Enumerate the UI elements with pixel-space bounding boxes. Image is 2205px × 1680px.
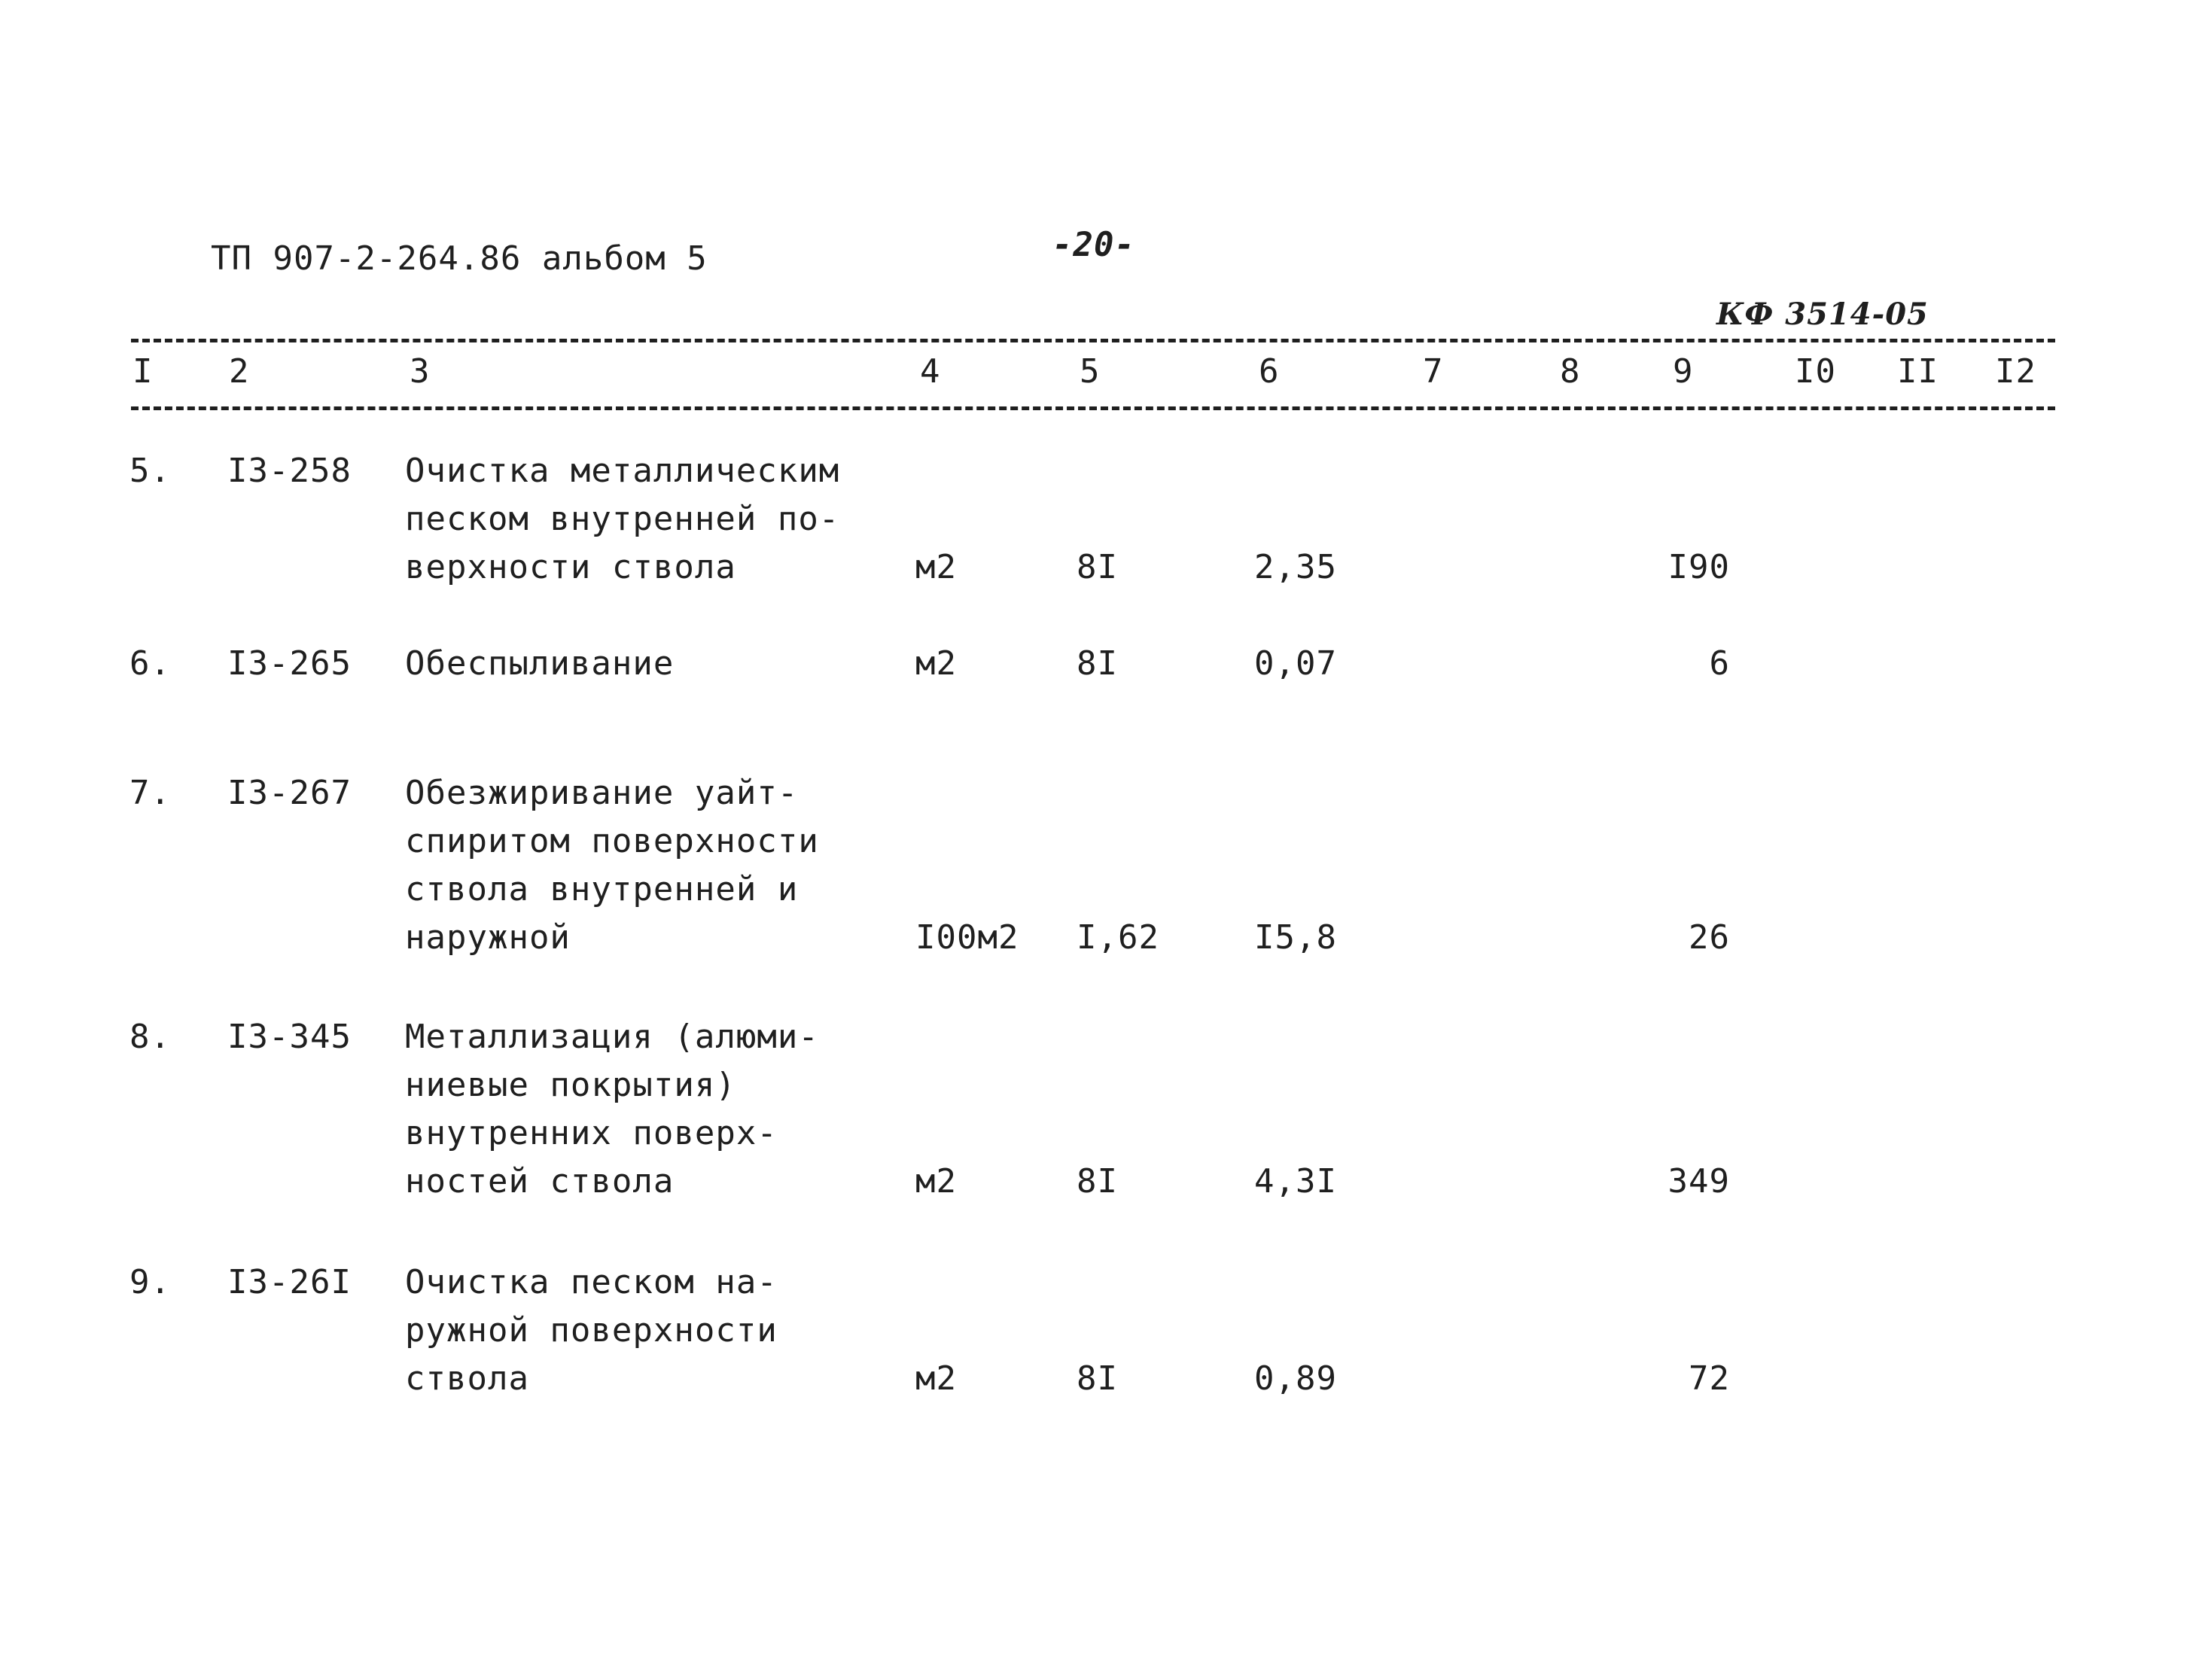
work-description-line: наружной: [405, 918, 571, 957]
norm-code: I3-265: [227, 644, 352, 683]
unit-rate: I5,8: [1254, 918, 1337, 957]
work-description-line: песком внутренней по-: [405, 500, 840, 538]
unit-of-measure: I00м2: [915, 918, 1019, 957]
norm-code: I3-345: [227, 1018, 352, 1056]
column-number: 9: [1673, 352, 1694, 391]
column-number: 6: [1259, 352, 1280, 391]
page-number: -20-: [1052, 226, 1135, 264]
column-9-value: 72: [1689, 1359, 1730, 1398]
quantity: 8I: [1077, 1162, 1118, 1201]
row-number: 6.: [129, 644, 171, 683]
unit-rate: 4,3I: [1254, 1162, 1337, 1201]
row-number: 9.: [129, 1263, 171, 1301]
column-number: I2: [1995, 352, 2036, 391]
work-description-line: внутренних поверх-: [405, 1114, 778, 1152]
work-description-line: верхности ствола: [405, 548, 736, 586]
row-number: 7.: [129, 774, 171, 812]
column-number: 4: [920, 352, 941, 391]
work-description-line: спиритом поверхности: [405, 822, 819, 860]
column-number: 2: [229, 352, 250, 391]
unit-rate: 0,89: [1254, 1359, 1337, 1398]
column-number: 7: [1423, 352, 1444, 391]
row-number: 8.: [129, 1018, 171, 1056]
work-description-line: ниевые покрытия): [405, 1066, 736, 1104]
unit-rate: 2,35: [1254, 548, 1337, 586]
quantity: 8I: [1077, 644, 1118, 683]
column-number: 3: [410, 352, 431, 391]
quantity: 8I: [1077, 1359, 1118, 1398]
unit-of-measure: м2: [915, 644, 957, 683]
work-description-line: ностей ствола: [405, 1162, 675, 1201]
work-description-line: Обезжиривание уайт-: [405, 774, 799, 812]
handwritten-stamp: КФ 3514-05: [1716, 297, 1929, 332]
norm-code: I3-258: [227, 452, 352, 490]
work-description-line: ружной поверхности: [405, 1311, 778, 1350]
work-description-line: Обеспыливание: [405, 644, 675, 683]
column-9-value: 349: [1667, 1162, 1730, 1201]
quantity: I,62: [1077, 918, 1159, 957]
norm-code: I3-26I: [227, 1263, 352, 1301]
column-number: I: [132, 352, 154, 391]
unit-rate: 0,07: [1254, 644, 1337, 683]
unit-of-measure: м2: [915, 1162, 957, 1201]
unit-of-measure: м2: [915, 1359, 957, 1398]
work-description-line: ствола: [405, 1359, 529, 1398]
column-9-value: I90: [1667, 548, 1730, 586]
row-number: 5.: [129, 452, 171, 490]
work-description-line: ствола внутренней и: [405, 870, 799, 908]
column-number: II: [1897, 352, 1939, 391]
work-description-line: Металлизация (алюми-: [405, 1018, 819, 1056]
quantity: 8I: [1077, 548, 1118, 586]
document-reference: ТП 907-2-264.86 альбом 5: [211, 239, 708, 278]
column-9-value: 6: [1709, 644, 1730, 683]
column-number: 5: [1080, 352, 1101, 391]
norm-code: I3-267: [227, 774, 352, 812]
column-number: 8: [1560, 352, 1581, 391]
unit-of-measure: м2: [915, 548, 957, 586]
table-rule-top: [131, 339, 2055, 342]
table-rule-bottom: [131, 406, 2055, 410]
column-9-value: 26: [1689, 918, 1730, 957]
work-description-line: Очистка металлическим: [405, 452, 840, 490]
column-number: I0: [1795, 352, 1836, 391]
work-description-line: Очистка песком на-: [405, 1263, 778, 1301]
